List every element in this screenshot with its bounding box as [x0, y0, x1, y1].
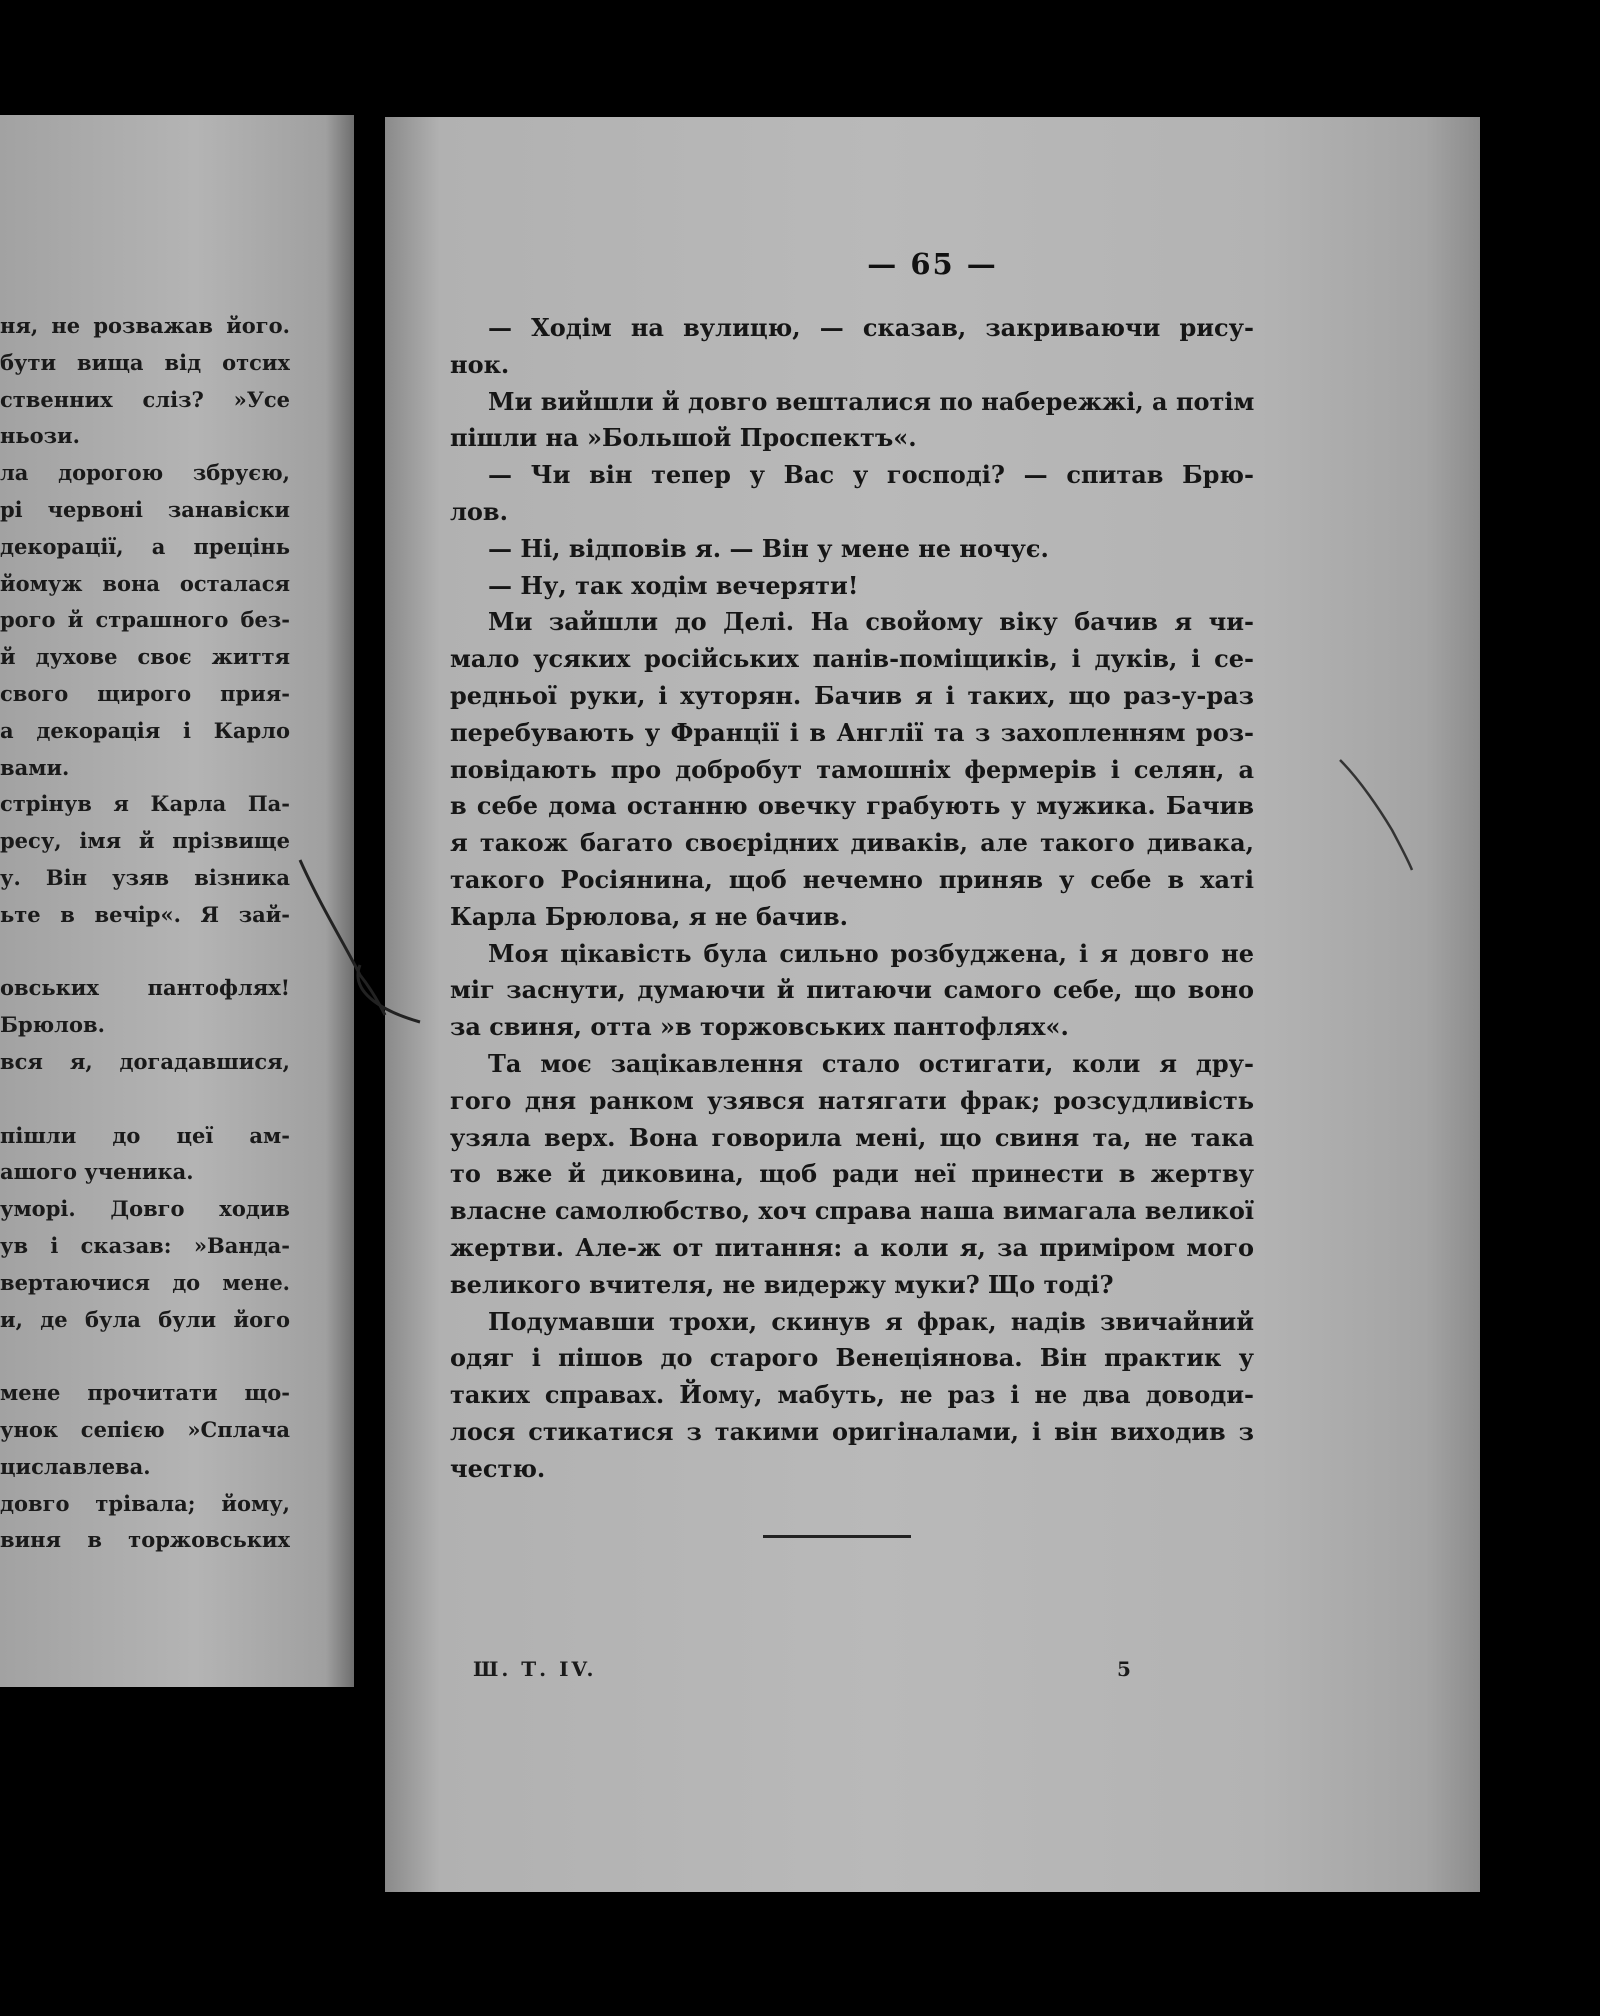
text-line: редньої руки, і хуторян. Бачив я і таких, що раз-у-раз [450, 680, 1254, 710]
left-page [0, 115, 354, 1687]
text-line: жертви. Але-ж от питання: а коли я, за приміром мого [450, 1232, 1254, 1262]
text-line: лося стикатися з такими оригіналами, і він виходив з [450, 1416, 1254, 1446]
left-line: стрінув я Карла Па- [0, 791, 290, 817]
left-line: ньози. [0, 423, 80, 449]
text-line: — Ходім на вулицю, — сказав, закриваючи рису- [488, 313, 1254, 342]
left-line: декорації, а прецінь [0, 533, 290, 559]
text-line: таких справах. Йому, мабуть, не раз і не два доводи- [450, 1380, 1254, 1410]
left-line: унок сепією »Сплача [0, 1416, 290, 1442]
text-line: мало усяких російських панів-поміщиків, і дуків, і се- [450, 644, 1254, 674]
text-line: — Ні, відповів я. — Він у мене не ночує. [488, 533, 1049, 563]
left-line: довго трівала; йому, [0, 1490, 290, 1516]
left-line: й духове своє життя [0, 644, 290, 670]
text-line: перебувають у Франції і в Англії та з захопленням роз- [450, 717, 1254, 747]
text-line: міг заснути, думаючи й питаючи самого себе, що воно [450, 975, 1254, 1005]
left-line: рого й страшного без- [0, 607, 290, 633]
left-line: пішли до цеї ам- [0, 1122, 290, 1148]
section-end-rule [763, 1535, 911, 1538]
text-line: пішли на »Большой Проспектъ«. [450, 423, 917, 453]
left-line: вами. [0, 754, 70, 780]
left-page-text [0, 308, 290, 1559]
footer-signature-mark: Ш. Т. IV. [473, 1657, 597, 1681]
text-line: — Чи він тепер у Вас у господі? — спитав Брю- [488, 460, 1254, 490]
left-line: ашого ученика. [0, 1159, 194, 1185]
left-line [0, 934, 290, 971]
footer-signature-number: 5 [1117, 1657, 1131, 1681]
page-body-text [450, 310, 1254, 1488]
left-line: ресу, імя й прізвище [0, 828, 290, 854]
text-line: узяла верх. Вона говорила мені, що свиня та, не така [450, 1122, 1254, 1152]
text-line: за свиня, отта »в торжовських пантофлях«. [450, 1012, 1069, 1042]
left-line: а декорація і Карло [0, 717, 290, 743]
left-line [0, 1338, 290, 1375]
text-line: Та моє зацікавлення стало остигати, коли я дру- [488, 1048, 1254, 1078]
left-line [0, 1081, 290, 1118]
text-line: лов. [450, 496, 508, 526]
left-line: рі червоні занавіски [0, 496, 290, 522]
text-line: я також багато своєрідних диваків, але такого дивака, [450, 828, 1254, 858]
text-line: великого вчителя, не видержу муки? Що тоді? [450, 1269, 1114, 1299]
left-line: уморі. Довго ходив [0, 1196, 290, 1222]
text-line: нок. [450, 349, 510, 379]
left-line: виня в торжовських [0, 1527, 290, 1553]
text-line: гого дня ранком узявся натягати фрак; розсудливість [450, 1085, 1254, 1115]
text-line: повідають про добробут тамошніх фермерів і селян, а [450, 754, 1254, 784]
left-line: йомуж вона осталася [0, 570, 290, 596]
text-line: Ми зайшли до Делі. На свойому віку бачив я чи- [488, 607, 1254, 637]
text-line: честю. [450, 1453, 546, 1483]
left-line: вся я, догадавшися, [0, 1048, 290, 1074]
text-line: Карла Брюлова, я не бачив. [450, 901, 848, 931]
left-line: мене прочитати що- [0, 1380, 290, 1406]
text-line: в себе дома останню овечку грабують у мужика. Бачив [450, 791, 1254, 821]
left-line: ла дорогою збруєю, [0, 460, 290, 486]
left-line: ственних сліз? »Усе [0, 386, 290, 412]
left-line: и, де була були його [0, 1306, 290, 1332]
text-line: такого Росіянина, щоб нечемно приняв у себе в хаті [450, 864, 1254, 894]
left-line: Брюлов. [0, 1012, 105, 1038]
left-line: вертаючися до мене. [0, 1269, 290, 1295]
left-line: овських пантофлях! [0, 975, 290, 1001]
text-line: то вже й диковина, щоб ради неї принести в жертву [450, 1159, 1254, 1189]
left-line: ня, не розважав його. [0, 313, 290, 338]
text-line: Подумавши трохи, скинув я фрак, надів звичайний [488, 1306, 1254, 1336]
text-line: одяг і пішов до старого Венеціянова. Він практик у [450, 1343, 1254, 1373]
text-line: — Ну, так ходім вечеряти! [488, 570, 859, 600]
right-page [385, 117, 1480, 1892]
left-line: свого щирого прия- [0, 680, 290, 706]
text-line: Ми вийшли й довго вешталися по набережжі, а потім [488, 386, 1255, 416]
page-number: — 65 — [867, 247, 998, 281]
left-line: циславлева. [0, 1453, 151, 1479]
left-line: у. Він узяв візника [0, 864, 290, 890]
text-line: власне самолюбство, хоч справа наша вимагала великої [450, 1196, 1254, 1226]
left-line: ув і сказав: »Ванда- [0, 1232, 290, 1258]
text-line: Моя цікавість була сильно розбуджена, і я довго не [488, 938, 1254, 968]
left-line: бути вища від отсих [0, 349, 290, 375]
left-line: ьте в вечір«. Я зай- [0, 901, 290, 927]
